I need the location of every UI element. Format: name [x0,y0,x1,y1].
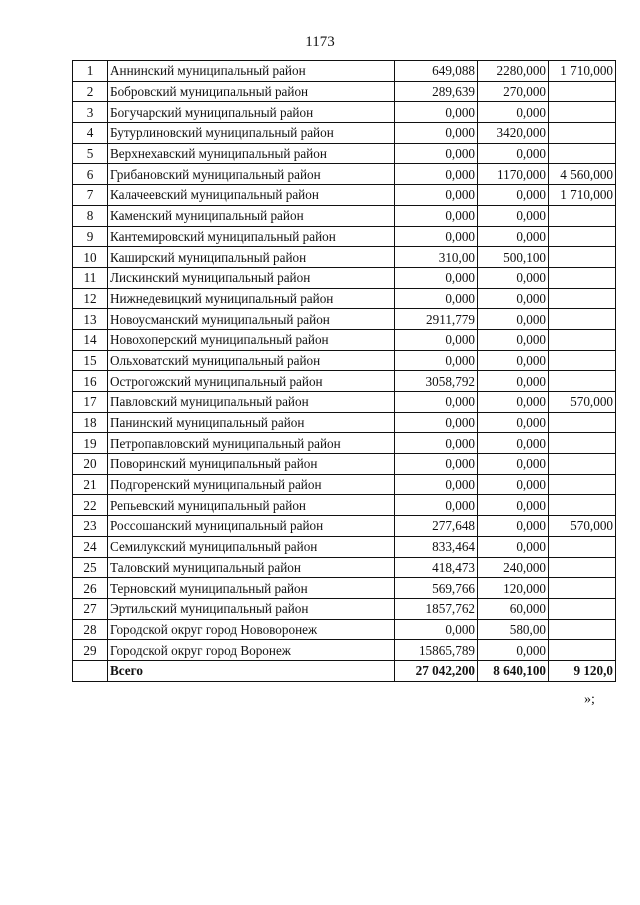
amount-col-2: 3420,000 [478,123,549,144]
total-col-2: 8 640,100 [478,660,549,681]
amount-col-2: 60,000 [478,598,549,619]
amount-col-2: 0,000 [478,640,549,661]
amount-col-1: 418,473 [395,557,478,578]
amount-col-2: 1170,000 [478,164,549,185]
amount-col-2: 0,000 [478,102,549,123]
amount-col-1: 1857,762 [395,598,478,619]
district-name: Таловский муниципальный район [108,557,395,578]
amount-col-1: 0,000 [395,164,478,185]
table-row [73,143,616,164]
table-row [73,123,616,144]
amount-col-2: 0,000 [478,185,549,206]
district-name: Репьевский муниципальный район [108,495,395,516]
amount-col-2: 0,000 [478,267,549,288]
amount-col-1: 310,00 [395,247,478,268]
amount-col-1: 0,000 [395,619,478,640]
district-name: Новохоперский муниципальный район [108,329,395,350]
row-number: 15 [73,350,108,371]
amount-col-1: 289,639 [395,81,478,102]
table-row [73,102,616,123]
table-body [73,61,616,682]
amount-col-3 [549,371,616,392]
amount-col-1: 0,000 [395,185,478,206]
amount-col-2: 0,000 [478,412,549,433]
page-number: 1173 [305,34,335,50]
amount-col-1: 0,000 [395,267,478,288]
row-number: 1 [73,61,108,82]
amount-col-1: 0,000 [395,412,478,433]
district-name: Городской округ город Воронеж [108,640,395,661]
row-number: 16 [73,371,108,392]
table-row [73,474,616,495]
amount-col-2: 0,000 [478,392,549,413]
amount-col-1: 0,000 [395,205,478,226]
table-row [73,61,616,82]
amount-col-2: 0,000 [478,350,549,371]
row-number: 7 [73,185,108,206]
amount-col-3: 570,000 [549,392,616,413]
amount-col-1: 0,000 [395,226,478,247]
district-name: Калачеевский муниципальный район [108,185,395,206]
district-name: Петропавловский муниципальный район [108,433,395,454]
district-name: Грибановский муниципальный район [108,164,395,185]
total-row [73,660,616,681]
table-row [73,516,616,537]
table-row [73,619,616,640]
amount-col-3 [549,557,616,578]
amount-col-3 [549,267,616,288]
amount-col-1: 0,000 [395,433,478,454]
amount-col-3: 4 560,000 [549,164,616,185]
table-row [73,288,616,309]
amount-col-3 [549,454,616,475]
amount-col-3 [549,640,616,661]
amount-col-3 [549,536,616,557]
amount-col-1: 0,000 [395,454,478,475]
amount-col-2: 0,000 [478,536,549,557]
district-name: Аннинский муниципальный район [108,61,395,82]
table-row [73,578,616,599]
table-row [73,267,616,288]
row-number: 11 [73,267,108,288]
amount-col-2: 0,000 [478,226,549,247]
district-name: Россошанский муниципальный район [108,516,395,537]
district-name: Подгоренский муниципальный район [108,474,395,495]
amount-col-1: 0,000 [395,143,478,164]
amount-col-3 [549,619,616,640]
amount-col-3 [549,226,616,247]
row-number: 17 [73,392,108,413]
district-name: Острогожский муниципальный район [108,371,395,392]
row-number: 20 [73,454,108,475]
amount-col-2: 120,000 [478,578,549,599]
amount-col-3 [549,329,616,350]
amount-col-1: 569,766 [395,578,478,599]
district-name: Ольховатский муниципальный район [108,350,395,371]
table-row [73,536,616,557]
amount-col-2: 0,000 [478,433,549,454]
amount-col-1: 0,000 [395,392,478,413]
amount-col-3 [549,205,616,226]
table-row [73,433,616,454]
row-number: 12 [73,288,108,309]
amount-col-3 [549,433,616,454]
table-row [73,185,616,206]
row-number: 10 [73,247,108,268]
table-row [73,309,616,330]
amount-col-2: 500,100 [478,247,549,268]
table-row [73,350,616,371]
amount-col-2: 0,000 [478,371,549,392]
amount-col-3: 1 710,000 [549,185,616,206]
amount-col-3 [549,495,616,516]
amount-col-2: 0,000 [478,205,549,226]
amount-col-2: 2280,000 [478,61,549,82]
row-number: 8 [73,205,108,226]
table-row [73,164,616,185]
table-row [73,495,616,516]
amount-col-3 [549,350,616,371]
row-number: 19 [73,433,108,454]
district-name: Каширский муниципальный район [108,247,395,268]
district-name: Бутурлиновский муниципальный район [108,123,395,144]
district-name: Богучарский муниципальный район [108,102,395,123]
table-row [73,557,616,578]
amount-col-1: 15865,789 [395,640,478,661]
amount-col-2: 0,000 [478,288,549,309]
row-number: 24 [73,536,108,557]
amount-col-3: 570,000 [549,516,616,537]
row-number: 27 [73,598,108,619]
amount-col-1: 649,088 [395,61,478,82]
table-row [73,371,616,392]
amount-col-1: 0,000 [395,329,478,350]
amount-col-1: 833,464 [395,536,478,557]
amount-col-1: 0,000 [395,123,478,144]
amount-col-1: 0,000 [395,495,478,516]
amount-col-3 [549,143,616,164]
district-name: Новоусманский муниципальный район [108,309,395,330]
table-row [73,454,616,475]
row-number: 26 [73,578,108,599]
amount-col-3: 1 710,000 [549,61,616,82]
amount-col-3 [549,81,616,102]
total-number-cell [73,660,108,681]
district-name: Павловский муниципальный район [108,392,395,413]
amount-col-2: 0,000 [478,454,549,475]
row-number: 6 [73,164,108,185]
amount-col-3 [549,598,616,619]
district-name: Каменский муниципальный район [108,205,395,226]
district-name: Эртильский муниципальный район [108,598,395,619]
amount-col-2: 270,000 [478,81,549,102]
amount-col-1: 0,000 [395,102,478,123]
amount-col-3 [549,309,616,330]
total-col-1: 27 042,200 [395,660,478,681]
district-name: Городской округ город Нововоронеж [108,619,395,640]
district-name: Терновский муниципальный район [108,578,395,599]
district-name: Нижнедевицкий муниципальный район [108,288,395,309]
table-row [73,392,616,413]
row-number: 21 [73,474,108,495]
row-number: 29 [73,640,108,661]
table-row [73,205,616,226]
row-number: 13 [73,309,108,330]
amount-col-3 [549,123,616,144]
amount-col-3 [549,578,616,599]
amount-col-3 [549,412,616,433]
district-name: Лискинский муниципальный район [108,267,395,288]
row-number: 14 [73,329,108,350]
closing-quote-mark: »; [584,692,595,707]
table-row [73,329,616,350]
table-row [73,81,616,102]
amount-col-2: 0,000 [478,495,549,516]
budget-table [72,60,616,682]
row-number: 9 [73,226,108,247]
amount-col-1: 0,000 [395,350,478,371]
row-number: 25 [73,557,108,578]
district-name: Кантемировский муниципальный район [108,226,395,247]
amount-col-1: 277,648 [395,516,478,537]
table-row [73,412,616,433]
row-number: 5 [73,143,108,164]
amount-col-1: 2911,779 [395,309,478,330]
amount-col-2: 0,000 [478,309,549,330]
district-name: Семилукский муниципальный район [108,536,395,557]
row-number: 3 [73,102,108,123]
table-row [73,226,616,247]
row-number: 28 [73,619,108,640]
amount-col-2: 0,000 [478,329,549,350]
total-col-3: 9 120,0 [549,660,616,681]
district-name: Поворинский муниципальный район [108,454,395,475]
total-label: Всего [108,660,395,681]
district-name: Бобровский муниципальный район [108,81,395,102]
amount-col-2: 580,00 [478,619,549,640]
amount-col-2: 0,000 [478,143,549,164]
district-name: Верхнехавский муниципальный район [108,143,395,164]
row-number: 22 [73,495,108,516]
amount-col-1: 0,000 [395,474,478,495]
table-row [73,247,616,268]
amount-col-2: 0,000 [478,516,549,537]
amount-col-3 [549,288,616,309]
table-row [73,640,616,661]
amount-col-2: 0,000 [478,474,549,495]
table-row [73,598,616,619]
amount-col-1: 3058,792 [395,371,478,392]
amount-col-3 [549,247,616,268]
amount-col-3 [549,474,616,495]
amount-col-2: 240,000 [478,557,549,578]
district-name: Панинский муниципальный район [108,412,395,433]
amount-col-1: 0,000 [395,288,478,309]
row-number: 23 [73,516,108,537]
row-number: 18 [73,412,108,433]
row-number: 4 [73,123,108,144]
amount-col-3 [549,102,616,123]
row-number: 2 [73,81,108,102]
